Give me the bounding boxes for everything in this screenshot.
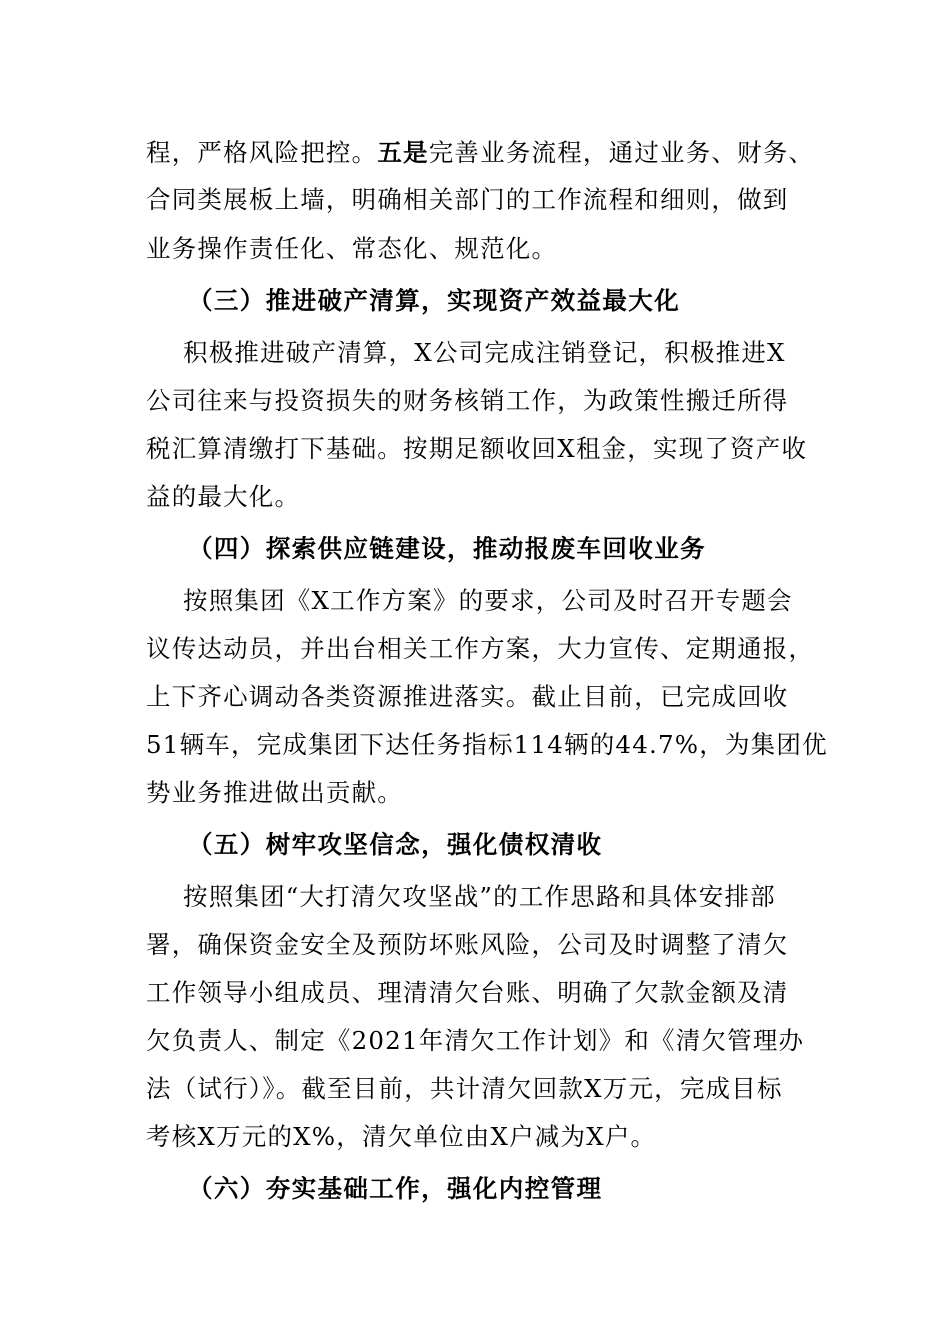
paragraph-line: 法（试行）》。截至目前，共计清欠回款X万元，完成目标 (146, 1074, 783, 1103)
text-run: 完善业务流程，通过业务、财务、 (428, 138, 815, 167)
paragraph-line: 上下齐心调动各类资源推进落实。截止目前，已完成回收 (146, 682, 789, 711)
section-heading: （四）探索供应链建设，推动报废车回收业务 (188, 534, 706, 563)
paragraph-line: 益的最大化。 (146, 482, 301, 511)
section-heading: （六）夯实基础工作，强化内控管理 (188, 1174, 603, 1203)
emphasis-text: 五是 (377, 138, 429, 167)
paragraph-line: 工作领导小组成员、理清清欠台账、明确了欠款金额及清 (146, 978, 789, 1007)
paragraph-line: 署，确保资金安全及预防坏账风险，公司及时调整了清欠 (146, 930, 789, 959)
paragraph-line: 51辆车，完成集团下达任务指标114辆的44.7%，为集团优 (146, 730, 828, 759)
paragraph-line: 税汇算清缴打下基础。按期足额收回X租金，实现了资产收 (146, 434, 808, 463)
paragraph-line (146, 133, 826, 173)
section-heading: （三）推进破产清算，实现资产效益最大化 (188, 286, 681, 315)
paragraph-line: 势业务推进做出贡献。 (146, 778, 403, 807)
paragraph-line: 议传达动员，并出台相关工作方案，大力宣传、定期通报， (146, 634, 815, 663)
paragraph-line: 按照集团“大打清欠攻坚战”的工作思路和具体安排部 (183, 882, 776, 911)
paragraph-line: 积极推进破产清算，X公司完成注销登记，积极推进X (183, 338, 786, 367)
paragraph-line: 业务操作责任化、常态化、规范化。 (146, 234, 558, 263)
text-run: 程，严格风险把控。 (146, 138, 378, 167)
paragraph-line: 欠负责人、制定《2021年清欠工作计划》和《清欠管理办 (146, 1026, 805, 1055)
paragraph-line: 合同类展板上墙，明确相关部门的工作流程和细则，做到 (146, 185, 789, 214)
paragraph-line: 按照集团《X工作方案》的要求，公司及时召开专题会 (183, 586, 793, 615)
section-heading: （五）树牢攻坚信念，强化债权清收 (188, 830, 603, 859)
paragraph-line: 考核X万元的X%，清欠单位由X户减为X户。 (146, 1122, 657, 1151)
paragraph-line: 公司往来与投资损失的财务核销工作，为政策性搬迁所得 (146, 386, 789, 415)
